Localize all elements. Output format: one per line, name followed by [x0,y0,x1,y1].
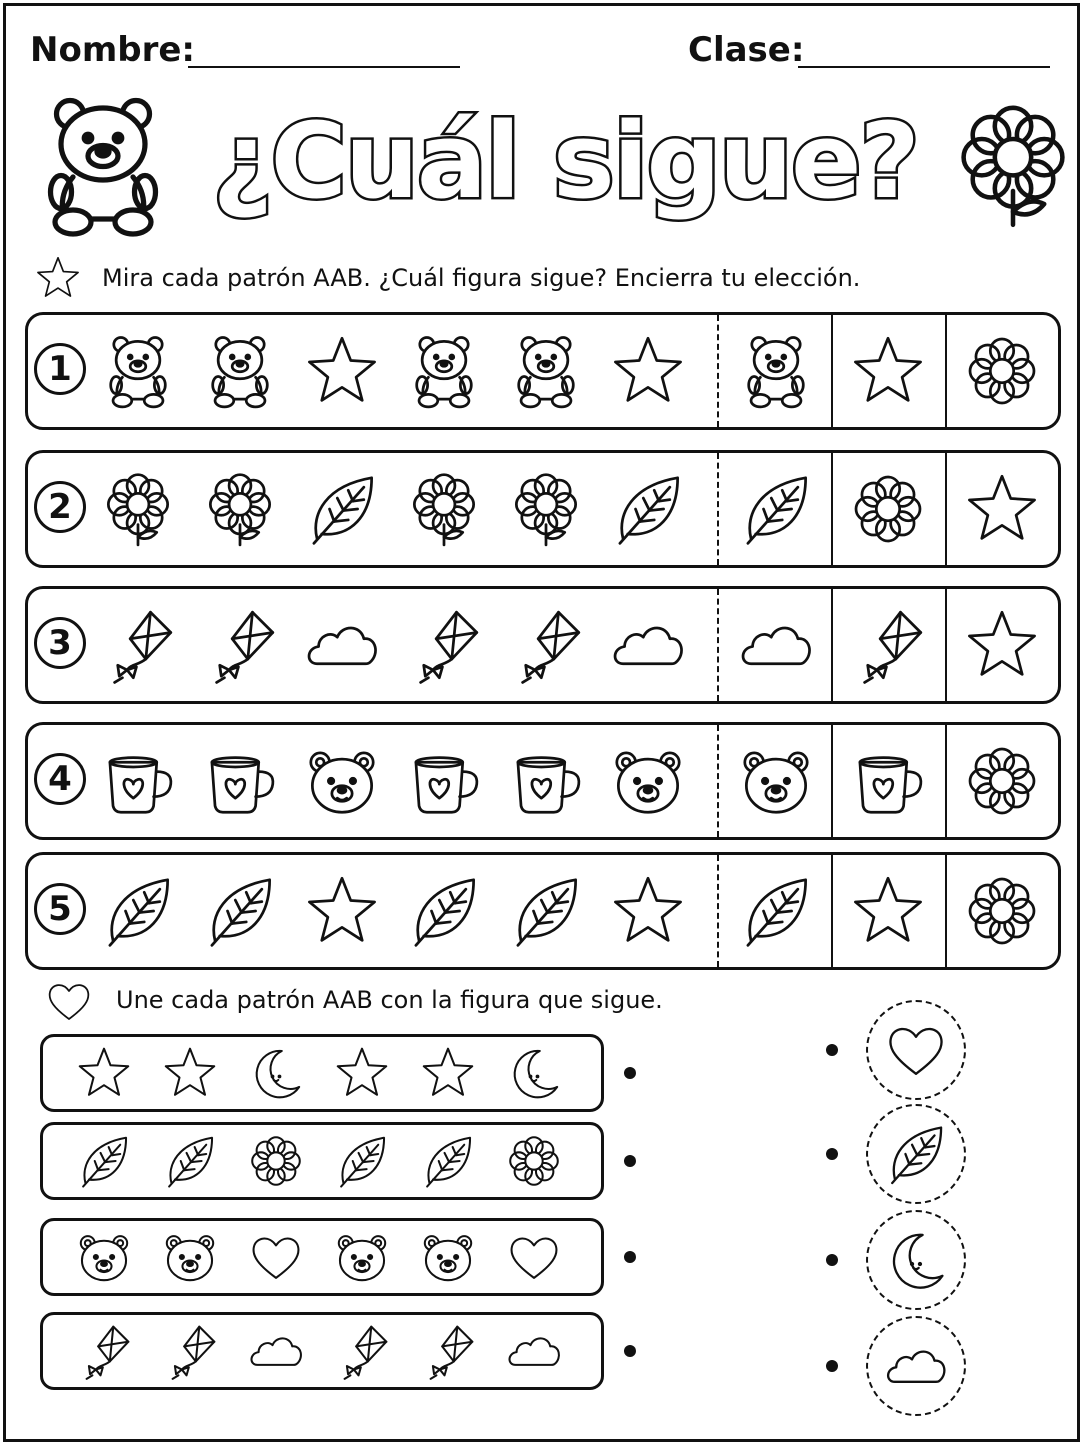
star-icon [303,332,381,410]
star-icon [609,872,687,950]
pattern-item [98,315,178,427]
pattern-item [241,1125,311,1197]
pattern-item [302,315,382,427]
name-field-line[interactable] [188,66,460,68]
instruction-2: Une cada patrón AAB con la figura que sigue. [116,986,663,1014]
divider [945,725,947,837]
pattern-item [98,855,178,967]
class-label: Clase: [688,30,805,70]
kite-icon [419,1322,477,1380]
pattern-item [241,1315,311,1387]
pattern-item [200,315,280,427]
divider [831,725,833,837]
pattern-item [98,589,178,701]
flower-icon [99,470,177,548]
name-label: Nombre: [30,30,196,70]
moon-icon [883,1227,949,1293]
choice-option[interactable] [962,453,1042,565]
pattern-item [413,1125,483,1197]
flower-icon [405,470,483,548]
pattern-item [241,1037,311,1109]
pattern-row-1 [25,312,1061,430]
match-row-4 [40,1312,604,1390]
divider [945,315,947,427]
star-icon [333,1044,391,1102]
bearface-icon [333,1228,391,1286]
match-dot-left[interactable] [624,1155,636,1167]
pattern-item [506,453,586,565]
row-number: 2 [34,481,86,533]
flower-icon [849,470,927,548]
pattern-item [98,453,178,565]
answer-circle[interactable] [866,1316,966,1416]
flower-icon [201,470,279,548]
kite-icon [333,1322,391,1380]
bear-icon [201,332,279,410]
pattern-item [413,1037,483,1109]
pattern-row-2 [25,450,1061,568]
cloud-icon [609,606,687,684]
divider [831,589,833,701]
leaf-icon [737,470,815,548]
cup-icon [201,742,279,820]
match-row-3 [40,1218,604,1296]
kite-icon [99,606,177,684]
cloud-icon [303,606,381,684]
pattern-item [200,453,280,565]
star-icon [609,332,687,410]
divider [945,855,947,967]
pattern-item [69,1221,139,1293]
pattern-item [69,1037,139,1109]
choice-option[interactable] [848,589,928,701]
row-number: 3 [34,617,86,669]
star-icon [849,872,927,950]
star-icon [963,470,1041,548]
teddy-bear-icon [28,90,178,240]
pattern-item [404,453,484,565]
row-number: 5 [34,883,86,935]
divider [831,315,833,427]
pattern-item [404,855,484,967]
moon-icon [505,1044,563,1102]
teddy-bear-decoration [28,90,178,244]
page-title: ¿Cuál sigue? [212,100,918,222]
divider [831,453,833,565]
star-icon [161,1044,219,1102]
pattern-item [608,855,688,967]
match-dot-left[interactable] [624,1067,636,1079]
cup-icon [849,742,927,820]
pattern-item [608,453,688,565]
pattern-item [327,1125,397,1197]
divider [717,725,719,837]
leaf-icon [405,872,483,950]
leaf-icon [333,1132,391,1190]
pattern-item [155,1037,225,1109]
cup-icon [99,742,177,820]
pattern-item [155,1315,225,1387]
choice-option[interactable] [736,855,816,967]
choice-option[interactable] [962,315,1042,427]
answer-circle[interactable] [866,1104,966,1204]
pattern-item [327,1221,397,1293]
match-dot-right[interactable] [826,1360,838,1372]
choice-option[interactable] [848,725,928,837]
star-icon [34,254,82,302]
flower-icon [505,1132,563,1190]
divider [831,855,833,967]
pattern-item [608,315,688,427]
match-dot-right[interactable] [826,1044,838,1056]
pattern-item [499,1125,569,1197]
bearface-icon [419,1228,477,1286]
heart-icon [44,976,94,1030]
choice-option[interactable] [848,315,928,427]
pattern-item [499,1315,569,1387]
match-dot-right[interactable] [826,1254,838,1266]
match-dot-right[interactable] [826,1148,838,1160]
answer-circle[interactable] [866,1210,966,1310]
pattern-row-4 [25,722,1061,840]
pattern-row-3 [25,586,1061,704]
title-banner [195,85,945,235]
choice-option[interactable] [736,589,816,701]
pattern-item [241,1221,311,1293]
pattern-item [506,589,586,701]
choice-option[interactable] [848,855,928,967]
bear-icon [507,332,585,410]
class-field-line[interactable] [798,66,1050,68]
match-dot-left[interactable] [624,1345,636,1357]
leaf-icon [161,1132,219,1190]
pattern-item [302,453,382,565]
pattern-item [69,1315,139,1387]
kite-icon [405,606,483,684]
pattern-item [302,589,382,701]
pattern-item [69,1125,139,1197]
star-icon [303,872,381,950]
pattern-item [200,589,280,701]
pattern-item [506,725,586,837]
leaf-icon [303,470,381,548]
moon-icon [247,1044,305,1102]
bearface-icon [737,742,815,820]
choice-option[interactable] [736,315,816,427]
match-dot-left[interactable] [624,1251,636,1263]
bear-icon [405,332,483,410]
bearface-icon [161,1228,219,1286]
leaf-icon [419,1132,477,1190]
divider [945,589,947,701]
star-icon [849,332,927,410]
pattern-item [302,855,382,967]
pattern-item [155,1221,225,1293]
match-row-1 [40,1034,604,1112]
bearface-icon [609,742,687,820]
divider [717,589,719,701]
pattern-item [200,855,280,967]
divider [717,855,719,967]
divider [717,453,719,565]
bear-icon [99,332,177,410]
pattern-item [506,855,586,967]
bearface-icon [303,742,381,820]
star-icon [34,254,82,306]
leaf-icon [99,872,177,950]
heart-icon [44,976,94,1026]
row-number: 1 [34,343,86,395]
flower-decoration [948,100,1078,234]
pattern-item [98,725,178,837]
pattern-item [413,1221,483,1293]
star-icon [419,1044,477,1102]
pattern-item [200,725,280,837]
cup-icon [405,742,483,820]
pattern-item [608,589,688,701]
row-number: 4 [34,753,86,805]
pattern-row-5 [25,852,1061,970]
leaf-icon [883,1121,949,1187]
kite-icon [75,1322,133,1380]
choice-option[interactable] [962,725,1042,837]
flower-icon [963,332,1041,410]
leaf-icon [507,872,585,950]
leaf-icon [75,1132,133,1190]
pattern-item [413,1315,483,1387]
divider [717,315,719,427]
flower-icon [948,100,1078,230]
divider [945,453,947,565]
pattern-item [404,725,484,837]
pattern-item [404,315,484,427]
instruction-1: Mira cada patrón AAB. ¿Cuál figura sigue? Encierra tu elección. [102,264,861,292]
choice-option[interactable] [736,725,816,837]
star-icon [75,1044,133,1102]
choice-option[interactable] [962,589,1042,701]
kite-icon [161,1322,219,1380]
cloud-icon [505,1322,563,1380]
kite-icon [201,606,279,684]
bearface-icon [75,1228,133,1286]
pattern-item [499,1037,569,1109]
pattern-item [327,1037,397,1109]
cup-icon [507,742,585,820]
pattern-item [302,725,382,837]
pattern-item [404,589,484,701]
cloud-icon [737,606,815,684]
heart-icon [505,1228,563,1286]
flower-icon [247,1132,305,1190]
pattern-item [608,725,688,837]
pattern-item [327,1315,397,1387]
pattern-item [499,1221,569,1293]
choice-option[interactable] [848,453,928,565]
leaf-icon [609,470,687,548]
leaf-icon [201,872,279,950]
cloud-icon [883,1333,949,1399]
answer-circle[interactable] [866,1000,966,1100]
choice-option[interactable] [962,855,1042,967]
heart-icon [883,1017,949,1083]
flower-icon [963,872,1041,950]
leaf-icon [737,872,815,950]
pattern-item [155,1125,225,1197]
star-icon [963,606,1041,684]
cloud-icon [247,1322,305,1380]
match-row-2 [40,1122,604,1200]
bear-icon [737,332,815,410]
kite-icon [507,606,585,684]
choice-option[interactable] [736,453,816,565]
flower-icon [507,470,585,548]
kite-icon [849,606,927,684]
flower-icon [963,742,1041,820]
heart-icon [247,1228,305,1286]
pattern-item [506,315,586,427]
